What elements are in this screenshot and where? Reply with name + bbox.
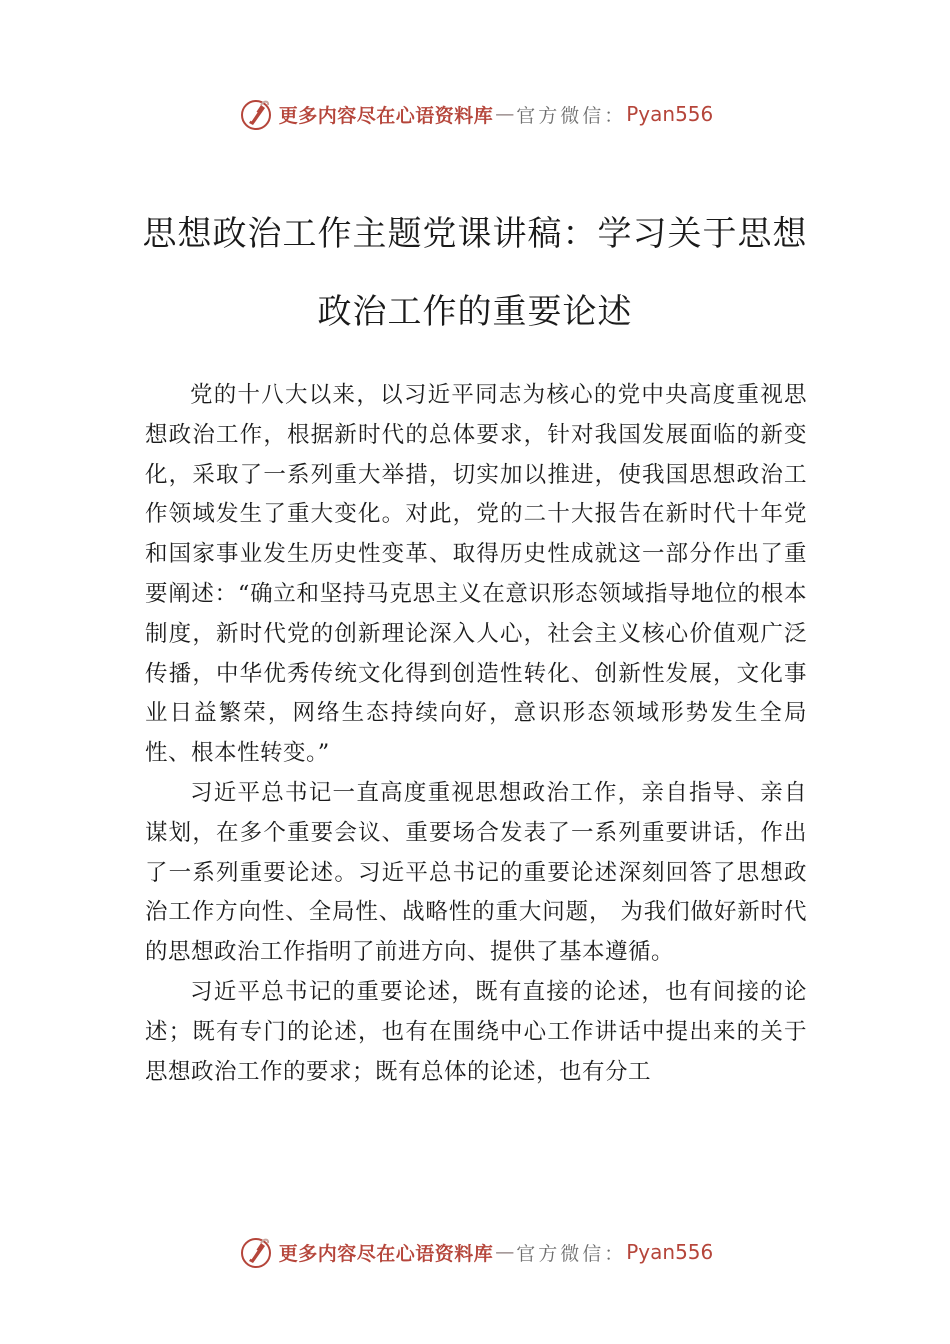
paragraph: 习近平总书记一直高度重视思想政治工作，亲自指导、亲自谋划，在多个重要会议、重要场合发表了一系列重要讲话，作出了一系列重要论述。习近平总书记的重要论述深刻回答了思想政治工作方向性、全局性、战略性的重大问题， 为我们做好新时代的思想政治工作指明了前进方向、提供了基本遵循。 — [145, 779, 807, 966]
paragraph: 习近平总书记的重要论述，既有直接的论述，也有间接的论述；既有专门的论述，也有在围绕中心工作讲话中提出来的关于思想政治工作的要求；既有总体的论述，也有分工 — [145, 978, 807, 1085]
footer-watermark-banner — [0, 1232, 950, 1272]
document-title: 思想政治工作主题党课讲稿：学习关于思想政治工作的重要论述 — [142, 214, 808, 332]
pen-nib-logo-icon — [237, 1233, 275, 1271]
paragraph: 党的十八大以来，以习近平同志为核心的党中央高度重视思想政治工作，根据新时代的总体要求，针对我国发展面临的新变化，采取了一系列重大举措，切实加以推进，使我国思想政治工作领域发生了重大变化。对此，党的二十大报告在新时代十年党和国家事业发生历史性变革、取得历史性成就这一部分作出了重要阐述：“确立和坚持马克思主义在意识形态领域指导地位的根本制度，新时代党的创新理论深入人心，社会主义核心价值观广泛传播，中华优秀传统文化得到创造性转化、创新性发展，文化事业日益繁荣，网络生态持续向好，意识形态领域形势发生全局性、根本性转变。” — [145, 382, 807, 767]
promo-text: 更多内容尽在心语资料库 — [278, 104, 494, 127]
official-wechat-label: 官方微信： — [516, 1242, 627, 1265]
pen-nib-logo-icon — [237, 95, 275, 133]
wechat-id: Pyan556 — [626, 1240, 714, 1264]
header-watermark-banner — [0, 94, 950, 134]
official-wechat-label: 官方微信： — [516, 104, 627, 127]
banner-dash: — — [495, 103, 515, 125]
promo-text: 更多内容尽在心语资料库 — [278, 1242, 494, 1265]
banner-dash: — — [495, 1241, 515, 1263]
document-body — [145, 376, 807, 1092]
wechat-id: Pyan556 — [626, 102, 714, 126]
